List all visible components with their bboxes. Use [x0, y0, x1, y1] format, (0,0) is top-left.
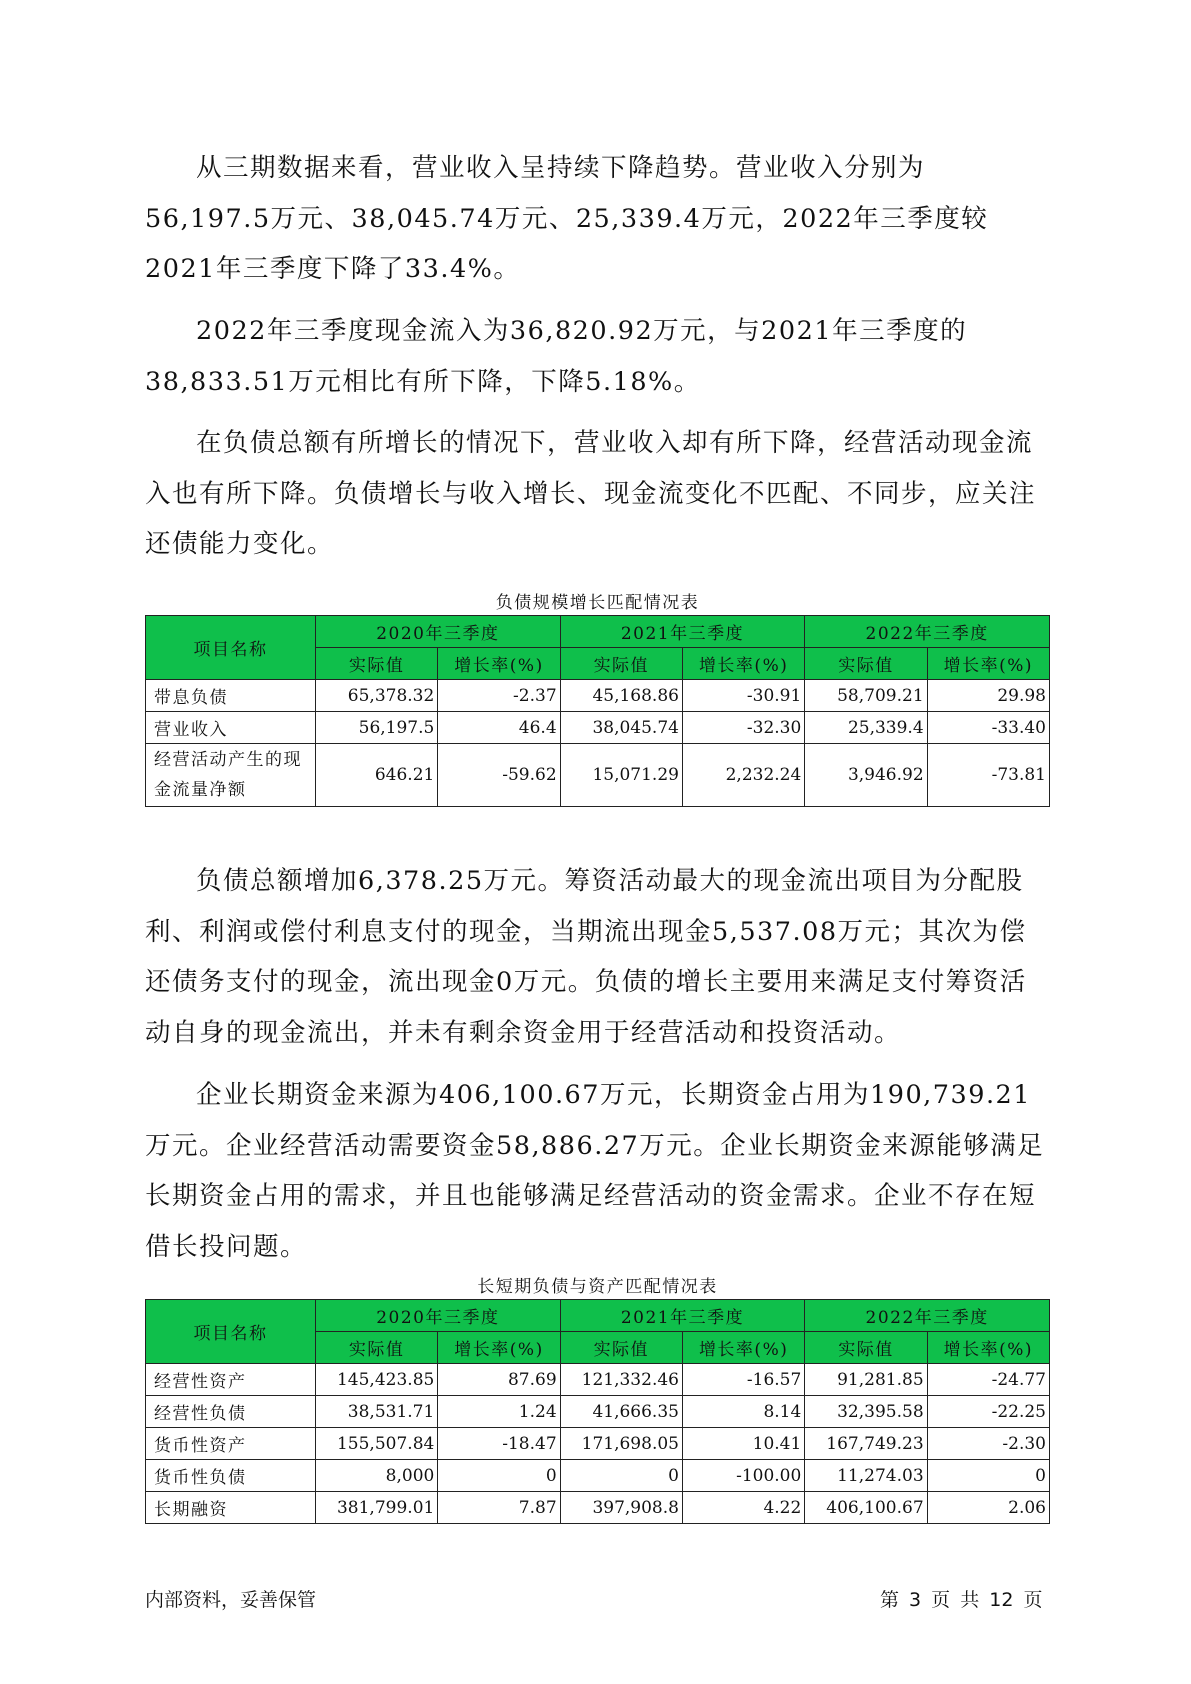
cell: 0 — [560, 1460, 682, 1492]
header-actual: 实际值 — [560, 648, 682, 680]
cell: -59.62 — [438, 744, 560, 807]
paragraph-debt-mismatch: 在负债总额有所增长的情况下，营业收入却有所下降，经营活动现金流入也有所下降。负债增长与收入增长、现金流变化不匹配、不同步，应关注还债能力变化。 — [145, 428, 1037, 559]
header-period: 2021年三季度 — [560, 1300, 805, 1332]
header-growth: 增长率(%) — [927, 648, 1049, 680]
header-growth: 增长率(%) — [682, 1332, 804, 1364]
paragraph-revenue-trend: 从三期数据来看，营业收入呈持续下降趋势。营业收入分别为56,197.5万元、38,045.74万元、25,339.4万元，2022年三季度较2021年三季度下降了33.4%。 — [145, 153, 989, 284]
cell: 38,531.71 — [316, 1396, 438, 1428]
header-period: 2021年三季度 — [560, 616, 805, 648]
cell: 41,666.35 — [560, 1396, 682, 1428]
table-row — [146, 1396, 1050, 1428]
table-row — [146, 712, 1050, 744]
header-item-name: 项目名称 — [146, 1300, 316, 1364]
table-row — [146, 1460, 1050, 1492]
cell: 58,709.21 — [805, 680, 927, 712]
cell: -2.30 — [927, 1428, 1049, 1460]
cell: 381,799.01 — [316, 1492, 438, 1524]
cell: -33.40 — [927, 712, 1049, 744]
header-actual: 实际值 — [805, 1332, 927, 1364]
header-growth: 增长率(%) — [438, 1332, 560, 1364]
cell: -2.37 — [438, 680, 560, 712]
row-name: 经营性负债 — [146, 1396, 316, 1428]
footer-confidential-note: 内部资料，妥善保管 — [145, 1589, 317, 1611]
header-actual: 实际值 — [316, 648, 438, 680]
table1-caption: 负债规模增长匹配情况表 — [495, 593, 700, 613]
cell: 87.69 — [438, 1364, 560, 1396]
cell: 11,274.03 — [805, 1460, 927, 1492]
cell: 15,071.29 — [560, 744, 682, 807]
cell: -18.47 — [438, 1428, 560, 1460]
cell: 397,908.8 — [560, 1492, 682, 1524]
row-name: 货币性资产 — [146, 1428, 316, 1460]
header-item-name: 项目名称 — [146, 616, 316, 680]
cell: 25,339.4 — [805, 712, 927, 744]
header-growth: 增长率(%) — [438, 648, 560, 680]
cell: 4.22 — [682, 1492, 804, 1524]
row-name: 经营活动产生的现金流量净额 — [146, 744, 316, 807]
cell: -73.81 — [927, 744, 1049, 807]
cell: -30.91 — [682, 680, 804, 712]
cell: 7.87 — [438, 1492, 560, 1524]
table2-caption: 长短期负债与资产匹配情况表 — [477, 1277, 718, 1297]
cell: 91,281.85 — [805, 1364, 927, 1396]
debt-growth-table — [145, 615, 1050, 807]
cell: -16.57 — [682, 1364, 804, 1396]
header-period: 2022年三季度 — [805, 1300, 1050, 1332]
cell: 167,749.23 — [805, 1428, 927, 1460]
row-name: 经营性资产 — [146, 1364, 316, 1396]
paragraph-financing-outflow: 负债总额增加6,378.25万元。筹资活动最大的现金流出项目为分配股利、利润或偿付利息支付的现金，当期流出现金5,537.08万元；其次为偿还债务支付的现金，流出现金0万元。负债的增长主要用来满足支付筹资活动自身的现金流出，并未有剩余资金用于经营活动和投资活动。 — [145, 866, 1027, 1048]
cell: 8,000 — [316, 1460, 438, 1492]
table-row — [146, 1364, 1050, 1396]
cell: 646.21 — [316, 744, 438, 807]
table-row — [146, 1492, 1050, 1524]
cell: 145,423.85 — [316, 1364, 438, 1396]
cell: -22.25 — [927, 1396, 1049, 1428]
row-name: 营业收入 — [146, 712, 316, 744]
header-actual: 实际值 — [805, 648, 927, 680]
table-row — [146, 1428, 1050, 1460]
footer-page-number: 第 3 页 共 12 页 — [880, 1589, 1043, 1611]
cell: 406,100.67 — [805, 1492, 927, 1524]
row-name: 长期融资 — [146, 1492, 316, 1524]
cell: -100.00 — [682, 1460, 804, 1492]
cell: 155,507.84 — [316, 1428, 438, 1460]
cell: 3,946.92 — [805, 744, 927, 807]
header-growth: 增长率(%) — [927, 1332, 1049, 1364]
cell: 0 — [438, 1460, 560, 1492]
cell: 1.24 — [438, 1396, 560, 1428]
header-period: 2020年三季度 — [316, 1300, 561, 1332]
row-name: 带息负债 — [146, 680, 316, 712]
cell: 29.98 — [927, 680, 1049, 712]
cell: 56,197.5 — [316, 712, 438, 744]
header-actual: 实际值 — [316, 1332, 438, 1364]
asset-liability-match-table — [145, 1299, 1050, 1524]
cell: 2.06 — [927, 1492, 1049, 1524]
cell: 65,378.32 — [316, 680, 438, 712]
table-row — [146, 680, 1050, 712]
header-period: 2022年三季度 — [805, 616, 1050, 648]
cell: 0 — [927, 1460, 1049, 1492]
cell: 121,332.46 — [560, 1364, 682, 1396]
header-period: 2020年三季度 — [316, 616, 561, 648]
cell: 8.14 — [682, 1396, 804, 1428]
cell: 38,045.74 — [560, 712, 682, 744]
row-name: 货币性负债 — [146, 1460, 316, 1492]
paragraph-cash-inflow: 2022年三季度现金流入为36,820.92万元，与2021年三季度的38,833.51万元相比有所下降，下降5.18%。 — [145, 316, 968, 397]
cell: 2,232.24 — [682, 744, 804, 807]
cell: 32,395.58 — [805, 1396, 927, 1428]
cell: 10.41 — [682, 1428, 804, 1460]
header-actual: 实际值 — [560, 1332, 682, 1364]
cell: -32.30 — [682, 712, 804, 744]
cell: -24.77 — [927, 1364, 1049, 1396]
paragraph-long-term-funds: 企业长期资金来源为406,100.67万元，长期资金占用为190,739.21万元。企业经营活动需要资金58,886.27万元。企业长期资金来源能够满足长期资金占用的需求，并且也能够满足经营活动的资金需求。企业不存在短借长投问题。 — [145, 1080, 1045, 1262]
cell: 45,168.86 — [560, 680, 682, 712]
header-growth: 增长率(%) — [682, 648, 804, 680]
cell: 171,698.05 — [560, 1428, 682, 1460]
cell: 46.4 — [438, 712, 560, 744]
table-row — [146, 744, 1050, 807]
